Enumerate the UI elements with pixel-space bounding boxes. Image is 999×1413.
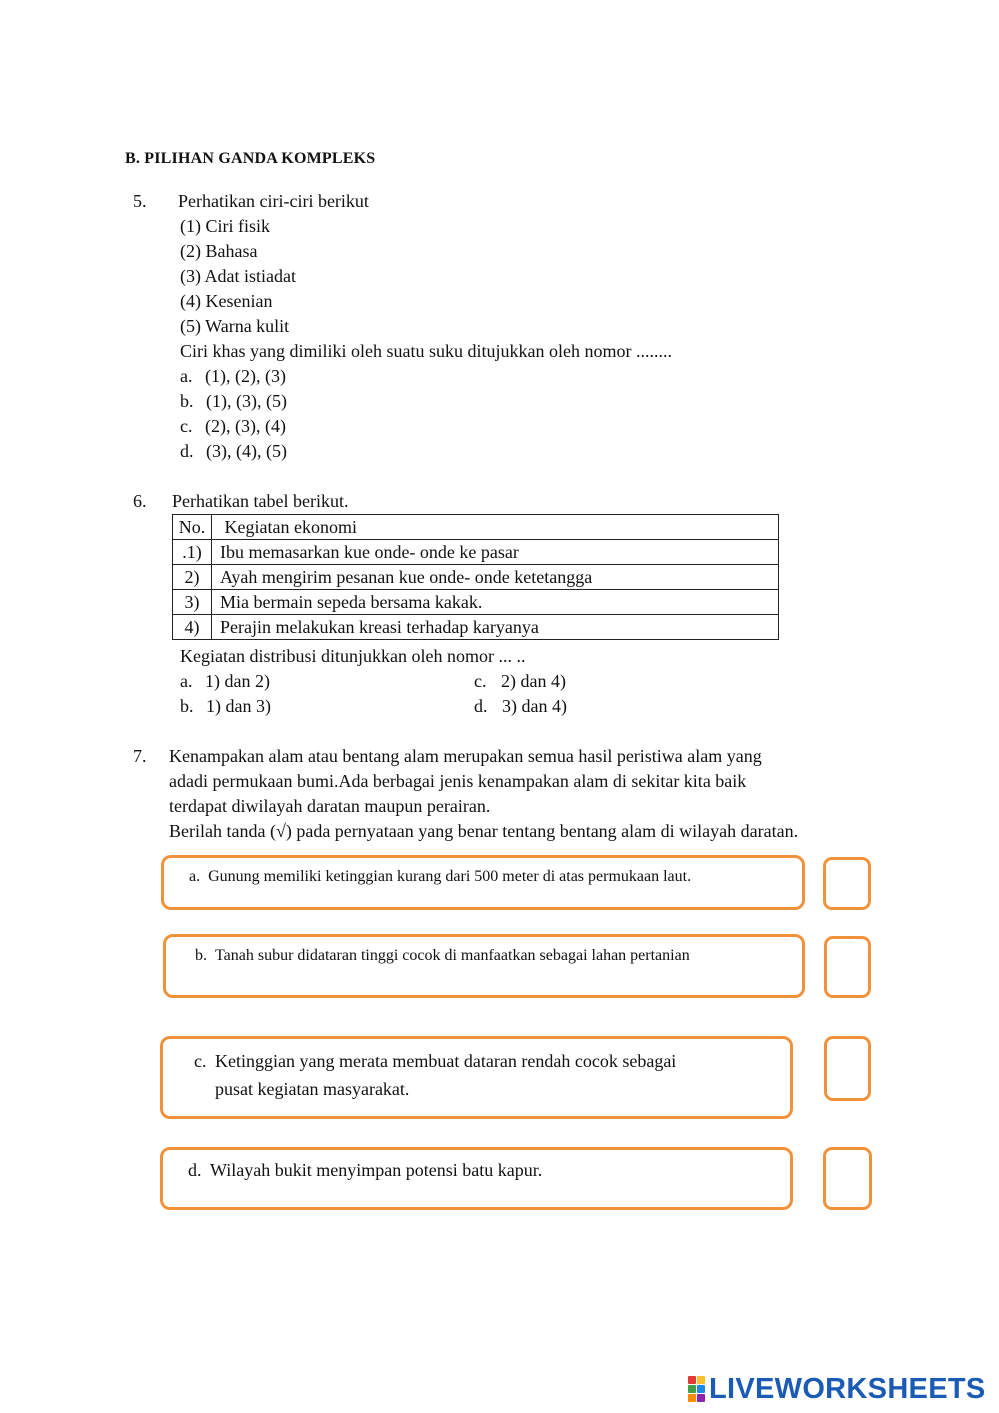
option-text: (2), (3), (4)	[205, 416, 286, 436]
statement-d	[188, 1156, 542, 1184]
q5-option-a	[180, 364, 286, 389]
option-letter: a.	[180, 671, 193, 691]
q6-option-d	[474, 694, 567, 719]
table-cell-activity: Mia bermain sepeda bersama kakak.	[212, 590, 779, 615]
q5-option-b	[180, 389, 287, 414]
table-cell-activity: Ibu memasarkan kue onde- onde ke pasar	[212, 540, 779, 565]
q6-option-b	[180, 694, 271, 719]
q6-option-a	[180, 669, 270, 694]
table-header-activity: Kegiatan ekonomi	[212, 515, 779, 540]
statement-c	[194, 1047, 676, 1075]
option-text: (1), (3), (5)	[206, 391, 287, 411]
option-text: 1) dan 2)	[205, 671, 270, 691]
q5-option-d	[180, 439, 287, 464]
statement-a-checkbox[interactable]	[823, 857, 871, 910]
option-text: 3) dan 4)	[502, 696, 567, 716]
q7-line: adadi permukaan bumi.Ada berbagai jenis kenampakan alam di sekitar kita baik	[169, 771, 747, 791]
q7-number: 7.	[133, 746, 147, 766]
q5-prompt: Perhatikan ciri-ciri berikut	[178, 191, 369, 211]
q5-item: (4) Kesenian	[180, 291, 273, 311]
table-cell-no: 4)	[173, 615, 212, 640]
statement-c-continued: pusat kegiatan masyarakat.	[215, 1079, 410, 1099]
option-text: 1) dan 3)	[206, 696, 271, 716]
option-letter: a.	[180, 366, 193, 386]
table-row	[173, 540, 779, 565]
table-header-row	[173, 515, 779, 540]
liveworksheets-logo-icon	[688, 1376, 706, 1402]
option-letter: d.	[180, 441, 194, 461]
table-cell-activity: Perajin melakukan kreasi terhadap karyanya	[212, 615, 779, 640]
option-text: (3), (4), (5)	[206, 441, 287, 461]
table-cell-no: 3)	[173, 590, 212, 615]
liveworksheets-brand	[688, 1372, 986, 1406]
option-letter: d.	[474, 696, 488, 716]
table-cell-no: .1)	[173, 540, 212, 565]
table-header-no: No.	[173, 515, 212, 540]
q5-question: Ciri khas yang dimiliki oleh suatu suku ditujukkan oleh nomor ........	[180, 341, 672, 361]
option-text: (1), (2), (3)	[205, 366, 286, 386]
statement-b-checkbox[interactable]	[824, 936, 871, 998]
statement-a	[189, 866, 691, 888]
table-cell-no: 2)	[173, 565, 212, 590]
q5-number: 5.	[133, 191, 147, 211]
q6-prompt: Perhatikan tabel berikut.	[172, 491, 349, 511]
q6-question: Kegiatan distribusi ditunjukkan oleh nomor ... ..	[180, 646, 526, 666]
option-text: 2) dan 4)	[501, 671, 566, 691]
option-letter: c.	[474, 671, 487, 691]
statement-letter: d.	[188, 1160, 202, 1180]
statement-text: Wilayah bukit menyimpan potensi batu kapur.	[210, 1160, 543, 1180]
q5-option-c	[180, 414, 286, 439]
q6-number: 6.	[133, 491, 147, 511]
q6-option-c	[474, 669, 566, 694]
economic-activity-table	[172, 514, 779, 640]
table-row	[173, 565, 779, 590]
section-title: B. PILIHAN GANDA KOMPLEKS	[125, 150, 376, 167]
statement-b	[195, 945, 690, 967]
q7-line: Kenampakan alam atau bentang alam merupakan semua hasil peristiwa alam yang	[169, 746, 762, 766]
q5-item: (5) Warna kulit	[180, 316, 290, 336]
q7-line: terdapat diwilayah daratan maupun perairan.	[169, 796, 491, 816]
q7-instruction: Berilah tanda (√) pada pernyataan yang benar tentang bentang alam di wilayah daratan.	[169, 821, 799, 841]
option-letter: b.	[180, 391, 194, 411]
table-row	[173, 590, 779, 615]
table-cell-activity: Ayah mengirim pesanan kue onde- onde ketetangga	[212, 565, 779, 590]
option-letter: c.	[180, 416, 193, 436]
statement-letter: c.	[194, 1051, 207, 1071]
liveworksheets-wordmark: LIVEWORKSHEETS	[709, 1372, 986, 1405]
statement-text: Tanah subur didataran tinggi cocok di manfaatkan sebagai lahan pertanian	[215, 947, 690, 964]
statement-letter: b.	[195, 947, 207, 964]
table-row	[173, 615, 779, 640]
statement-c-checkbox[interactable]	[824, 1036, 871, 1101]
statement-d-checkbox[interactable]	[823, 1147, 872, 1210]
statement-letter: a.	[189, 868, 201, 885]
statement-text: Ketinggian yang merata membuat dataran rendah cocok sebagai	[215, 1051, 677, 1071]
q5-item: (3) Adat istiadat	[180, 266, 296, 286]
statement-text: Gunung memiliki ketinggian kurang dari 500 meter di atas permukaan laut.	[208, 868, 692, 885]
q5-item: (1) Ciri fisik	[180, 216, 270, 236]
option-letter: b.	[180, 696, 194, 716]
q5-item: (2) Bahasa	[180, 241, 258, 261]
